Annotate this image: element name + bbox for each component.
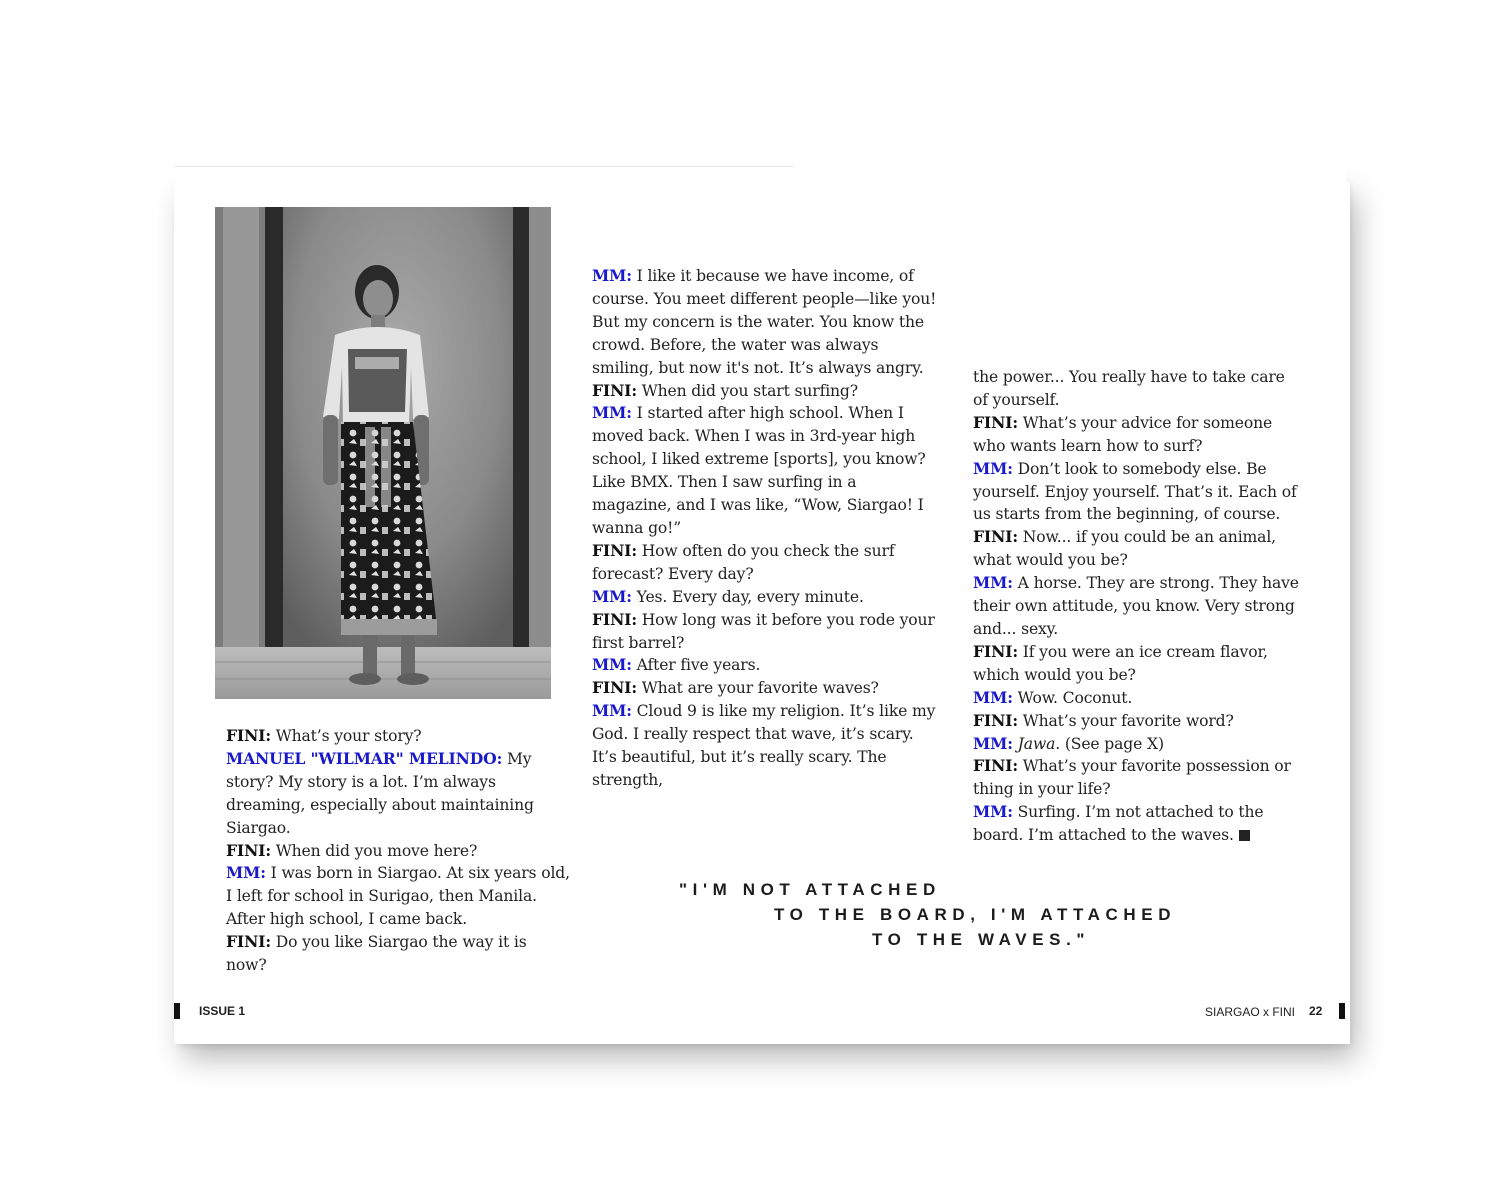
speaker-label: MANUEL "WILMAR" MELINDO: (226, 748, 503, 768)
footer-bar-right (1339, 1003, 1345, 1019)
answer-text: . (See page X) (1055, 734, 1164, 753)
speaker-label: FINI: (592, 380, 637, 400)
answer-text: I was born in Siargao. At six years old, I left for school in Surigao, then Manila. After high school, I came back. (226, 864, 570, 929)
speaker-label: MM: (226, 863, 266, 883)
page-edge (174, 166, 794, 167)
interview-paragraph (592, 654, 940, 677)
speaker-label: FINI: (226, 932, 271, 952)
speaker-label: FINI: (226, 840, 271, 860)
interview-paragraph (973, 755, 1301, 801)
interview-paragraph (226, 862, 571, 931)
answer-text: What are your favorite waves? (636, 679, 879, 698)
speaker-label: MM: (592, 586, 632, 606)
answer-text: How often do you check the surf forecast? Every day? (592, 541, 895, 583)
answer-text: Surfing. I’m not attached to the board. I’m attached to the waves. (973, 803, 1264, 845)
answer-text: What’s your favorite possession or thing in your life? (973, 757, 1291, 799)
interview-paragraph (226, 725, 571, 748)
interview-paragraph (973, 526, 1301, 572)
answer-text: What’s your story? (270, 727, 422, 745)
interview-paragraph (973, 412, 1301, 458)
interview-paragraph (592, 265, 940, 380)
interview-paragraph (592, 540, 940, 586)
answer-text: Don’t look to somebody else. Be yourself. Enjoy yourself. That’s it. Each of us starts from the beginning, of course. (973, 459, 1297, 524)
speaker-label: FINI: (973, 412, 1018, 432)
interview-paragraph (973, 641, 1301, 687)
speaker-label: FINI: (592, 678, 637, 698)
answer-text: My story? My story is a lot. I’m always dreaming, especially about maintaining Siargao. (226, 749, 534, 837)
interview-paragraph (973, 710, 1301, 733)
speaker-label: FINI: (592, 609, 637, 629)
speaker-label: MM: (592, 701, 632, 721)
interview-paragraph (973, 366, 1301, 412)
pull-quote-line-2: TO THE BOARD, I'M ATTACHED (774, 905, 1177, 924)
speaker-label: FINI: (973, 641, 1018, 661)
answer-text: A horse. They are strong. They have their own attitude, you know. Very strong and... sexy. (973, 574, 1299, 638)
interview-paragraph (226, 840, 571, 863)
answer-text: I started after high school. When I moved back. When I was in 3rd-year high school, I liked extreme [sports], you know? Like BMX. Then I saw surfing in a magazine, and I was like, “Wow, Siargao! I wanna go!” (592, 404, 926, 537)
speaker-label: MM: (973, 687, 1013, 707)
end-of-article-mark (1239, 830, 1250, 841)
answer-text: I like it because we have income, of course. You meet different people—like you! But my concern is the water. You know the crowd. Before, the water was always smiling, but now it's not. It’s always angry. (592, 267, 937, 377)
speaker-label: MM: (592, 266, 632, 285)
footer-bar-left (174, 1003, 180, 1019)
speaker-label: FINI: (592, 540, 637, 560)
interview-paragraph (973, 733, 1301, 756)
interview-column-3 (973, 366, 1301, 847)
italic-word: Jawa (1017, 734, 1056, 753)
interview-paragraph (973, 572, 1301, 641)
interview-column-1 (226, 725, 571, 977)
pull-quote-line-3: TO THE WAVES." (872, 930, 1091, 949)
speaker-label: MM: (973, 802, 1013, 822)
speaker-label: MM: (973, 458, 1013, 478)
answer-text: When did you move here? (270, 841, 478, 860)
answer-text: What’s your favorite word? (1017, 711, 1234, 730)
interview-paragraph (592, 402, 940, 539)
answer-text: Now... if you could be an animal, what would you be? (973, 528, 1276, 570)
page-number: 22 (1309, 1004, 1323, 1018)
answer-text: After five years. (631, 656, 761, 675)
answer-text: Do you like Siargao the way it is now? (226, 933, 527, 975)
answer-text: Yes. Every day, every minute. (631, 587, 864, 606)
portrait-photo (215, 207, 551, 699)
speaker-label: FINI: (973, 527, 1018, 547)
answer-text: If you were an ice cream flavor, which would you be? (973, 642, 1268, 684)
interview-paragraph (592, 677, 940, 700)
publication-name: SIARGAO x FINI (1205, 1005, 1296, 1019)
answer-text: Cloud 9 is like my religion. It’s like my God. I really respect that wave, it’s scary. It’s beautiful, but it’s really scary. The strength, (592, 702, 936, 789)
answer-text: How long was it before you rode your first barrel? (592, 610, 935, 652)
interview-paragraph (592, 700, 940, 792)
speaker-label: FINI: (226, 726, 271, 745)
speaker-label: MM: (973, 573, 1013, 593)
interview-paragraph (592, 380, 940, 403)
interview-paragraph (226, 931, 571, 977)
speaker-label: MM: (592, 655, 632, 675)
speaker-label: FINI: (973, 756, 1018, 776)
interview-paragraph (973, 801, 1301, 847)
interview-paragraph (973, 458, 1301, 527)
speaker-label: MM: (592, 403, 632, 423)
speaker-label: FINI: (973, 710, 1018, 730)
interview-column-2 (592, 265, 940, 792)
answer-text: the power... You really have to take care of yourself. (973, 368, 1285, 409)
interview-paragraph (973, 687, 1301, 710)
answer-text: Wow. Coconut. (1012, 688, 1133, 707)
pull-quote-line-1: "I'M NOT ATTACHED (679, 880, 941, 899)
answer-text: What’s your advice for someone who wants learn how to surf? (973, 413, 1273, 455)
interview-paragraph (592, 586, 940, 609)
issue-label: ISSUE 1 (199, 1004, 246, 1018)
portrait-photo-image (215, 207, 551, 699)
interview-paragraph (226, 748, 571, 840)
interview-paragraph (592, 609, 940, 655)
answer-text: When did you start surfing? (636, 381, 858, 400)
speaker-label: MM: (973, 733, 1013, 753)
